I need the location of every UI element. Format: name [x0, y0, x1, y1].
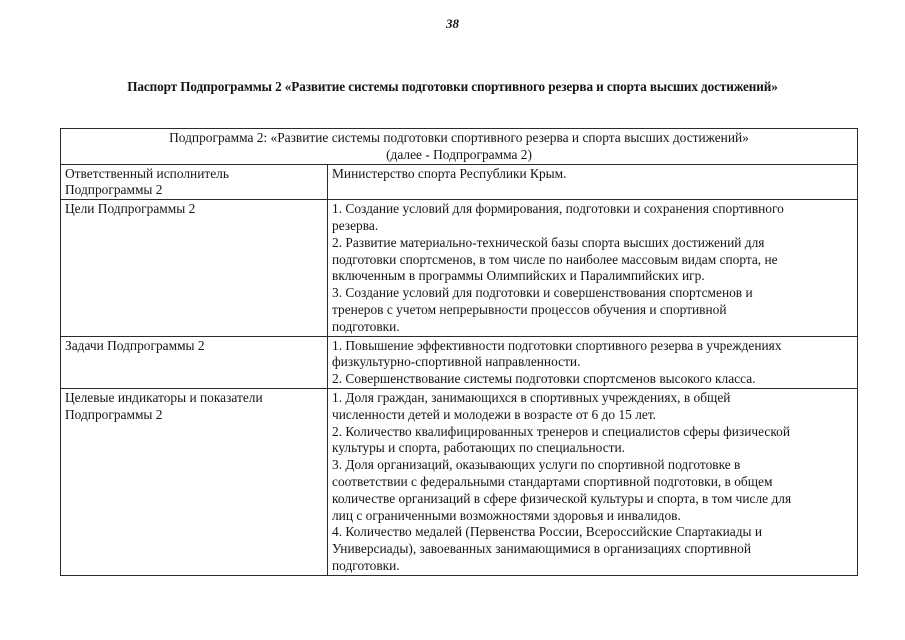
row-value-line: соответствии с федеральными стандартами спортивной подготовки, в общем [332, 473, 773, 489]
row-value-cell [328, 164, 858, 200]
table-row [61, 200, 858, 336]
row-value-cell [328, 336, 858, 388]
row-value-line: количестве организаций в сфере физической культуры и спорта, в том числе для [332, 490, 792, 506]
row-value-line: численности детей и молодежи в возрасте от 6 до 15 лет. [332, 406, 657, 422]
row-value-line: Министерство спорта Республики Крым. [332, 165, 567, 181]
row-label-line: Подпрограммы 2 [65, 182, 163, 198]
row-label-cell [61, 388, 328, 575]
table-header-cell [61, 129, 858, 165]
header-line: Подпрограмма 2: «Развитие системы подготовки спортивного резерва и спорта высших достижений» [169, 130, 749, 145]
row-label-line: Цели Подпрограммы 2 [65, 201, 196, 217]
row-label-cell [61, 164, 328, 200]
row-value-line: 2. Развитие материально-технической базы спорта высших достижений для [332, 234, 765, 250]
row-value-line: 2. Совершенствование системы подготовки спортсменов высокого класса. [332, 371, 756, 387]
row-value-line: лиц с ограниченными возможностями здоровья и инвалидов. [332, 507, 681, 523]
row-value-line: Универсиады), завоеванных занимающимися в организациях спортивной [332, 541, 752, 557]
row-value-line: 1. Создание условий для формирования, подготовки и сохранения спортивного [332, 201, 784, 217]
page-number: 38 [446, 16, 459, 31]
row-value-cell [328, 388, 858, 575]
header-line: (далее - Подпрограмма 2) [386, 146, 532, 162]
row-label-line: Задачи Подпрограммы 2 [65, 337, 205, 353]
row-value-line: подготовки. [332, 557, 400, 573]
row-value-line: физкультурно-спортивной направленности. [332, 354, 581, 370]
row-value-line: включенным в программы Олимпийских и Паралимпийских игр. [332, 268, 705, 284]
row-value-line: подготовки. [332, 318, 400, 334]
row-value-line: подготовки спортсменов, в том числе по наиболее массовым видам спорта, не [332, 251, 778, 267]
row-value-line: 3. Доля организаций, оказывающих услуги по спортивной подготовке в [332, 457, 741, 473]
row-value-line: 1. Повышение эффективности подготовки спортивного резерва в учреждениях [332, 337, 782, 353]
row-label-line: Целевые индикаторы и показатели [65, 389, 263, 405]
row-value-line: тренеров с учетом непрерывности процессов обучения и спортивной [332, 301, 727, 317]
row-label-cell [61, 200, 328, 336]
row-value-line: резерва. [332, 217, 379, 233]
row-value-line: 2. Количество квалифицированных тренеров и специалистов сферы физической [332, 423, 791, 439]
row-label-cell [61, 336, 328, 388]
table-header-row [61, 129, 858, 165]
table-row [61, 164, 858, 200]
passport-table [60, 128, 858, 576]
row-value-cell [328, 200, 858, 336]
row-value-line: 4. Количество медалей (Первенства России, Всероссийские Спартакиады и [332, 524, 763, 540]
table-row [61, 336, 858, 388]
row-value-line: 3. Создание условий для подготовки и совершенствования спортсменов и [332, 285, 753, 301]
row-label-line: Ответственный исполнитель [65, 165, 229, 181]
table-row [61, 388, 858, 575]
document-title: Паспорт Подпрограммы 2 «Развитие системы подготовки спортивного резерва и спорта высших достижений» [127, 79, 778, 94]
row-label-line: Подпрограммы 2 [65, 406, 163, 422]
row-value-line: культуры и спорта, работающих по специальности. [332, 440, 626, 456]
row-value-line: 1. Доля граждан, занимающихся в спортивных учреждениях, в общей [332, 389, 731, 405]
